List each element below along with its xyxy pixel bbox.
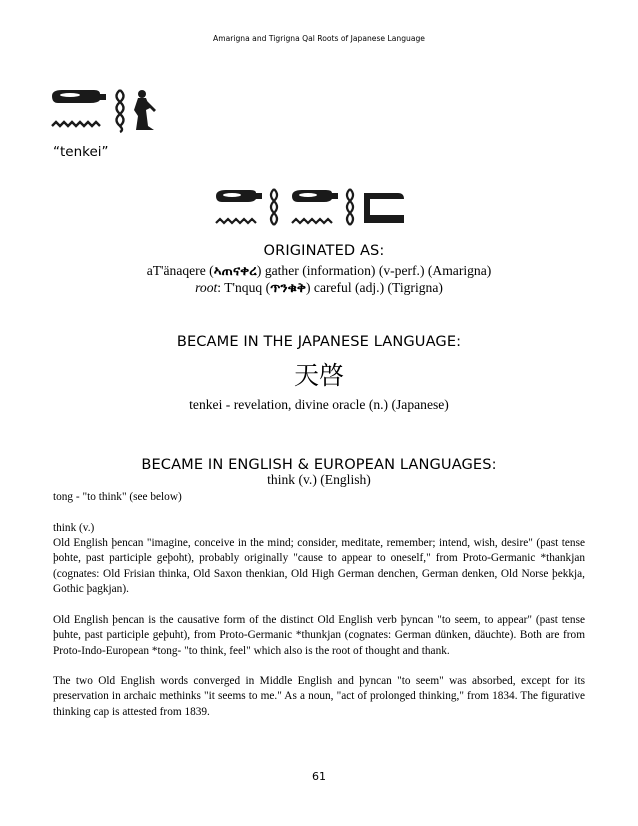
origin-meaning: gather (information) (v-perf.) (Amarigna) xyxy=(264,263,492,278)
twisted-flax-icon xyxy=(117,90,124,132)
note-line: tong - "to think" (see below) xyxy=(53,491,182,503)
cartouche-sign-icon xyxy=(292,190,338,202)
japanese-definition: tenkei - revelation, divine oracle (n.) (Japanese) xyxy=(189,397,449,412)
root-meaning: careful (adj.) (Tigrigna) xyxy=(313,280,443,295)
etymology-paragraph-3: The two Old English words converged in Middle English and þyncan "to seem" was absorbed, except for its preservation in archaic methinks "it seems to me." As a noun, "act of prolonged thinking," from 1834. The figurative thinking cap is attested from 1839. xyxy=(53,675,585,718)
root-label: root xyxy=(195,280,218,295)
twisted-flax-icon xyxy=(271,189,277,225)
english-heading: BECAME IN ENGLISH & EUROPEAN LANGUAGES: xyxy=(141,456,497,473)
root-word: T'nquq xyxy=(224,280,263,295)
water-ripple-icon xyxy=(216,219,256,223)
japanese-kanji: 天啓 xyxy=(293,361,344,390)
origin-ethiopic-word: ኣጠናቀረ xyxy=(213,263,257,279)
origin-line-amarigna: aT'änaqere (ኣጠናቀረ) gather (information) (v-perf.) (Amarigna) xyxy=(146,263,492,279)
running-header: Amarigna and Tigrigna Qal Roots of Japanese Language xyxy=(213,34,425,43)
originated-heading: ORIGINATED AS: xyxy=(263,242,385,259)
twisted-flax-icon xyxy=(347,189,353,225)
etymology-paragraph-1: Old English þencan "imagine, conceive in the mind; consider, meditate, remember; intend, wish, desire" (past tense þohte, past participle geþoht), probably originally "cause to appear to oneself," from Proto-Germanic *thankjan (cognates: Old Frisian thinka, Old Saxon thenkian, Old High German denchen, German denken, Old Norse þekkja, Gothic þagkjan). xyxy=(53,537,585,596)
page-number: 61 xyxy=(312,770,326,783)
kneeling-figure-icon xyxy=(134,90,156,130)
english-word: think (v.) (English) xyxy=(267,472,371,487)
etymology-paragraph-2: Old English þencan is the causative form of the distinct Old English verb þyncan "to seem, to appear" (past tense þuhte, past participle geþuht), from Proto-Germanic *thunkjan (cognates: German dünken, däuchte). Both are from Proto-Indo-European *tong- "to think, feel" which also is the root of thought and thank. xyxy=(53,614,585,657)
japanese-heading: BECAME IN THE JAPANESE LANGUAGE: xyxy=(176,333,462,350)
origin-line-tigrigna: root: T'nquq (ጥንቁቅ) careful (adj.) (Tigrigna) xyxy=(195,280,443,296)
root-ethiopic-word: ጥንቁቅ xyxy=(270,280,306,296)
romanized-gloss: “tenkei” xyxy=(53,144,109,160)
hieroglyph-group-2 xyxy=(214,187,414,229)
entry-word: think (v.) xyxy=(53,522,95,534)
water-ripple-icon xyxy=(292,219,332,223)
cartouche-sign-icon xyxy=(52,90,106,103)
water-ripple-icon xyxy=(52,122,100,126)
hieroglyph-group-1 xyxy=(50,86,160,134)
cartouche-sign-icon xyxy=(216,190,262,202)
origin-word: aT'änaqere xyxy=(146,263,206,278)
basket-sign-icon xyxy=(364,193,404,223)
